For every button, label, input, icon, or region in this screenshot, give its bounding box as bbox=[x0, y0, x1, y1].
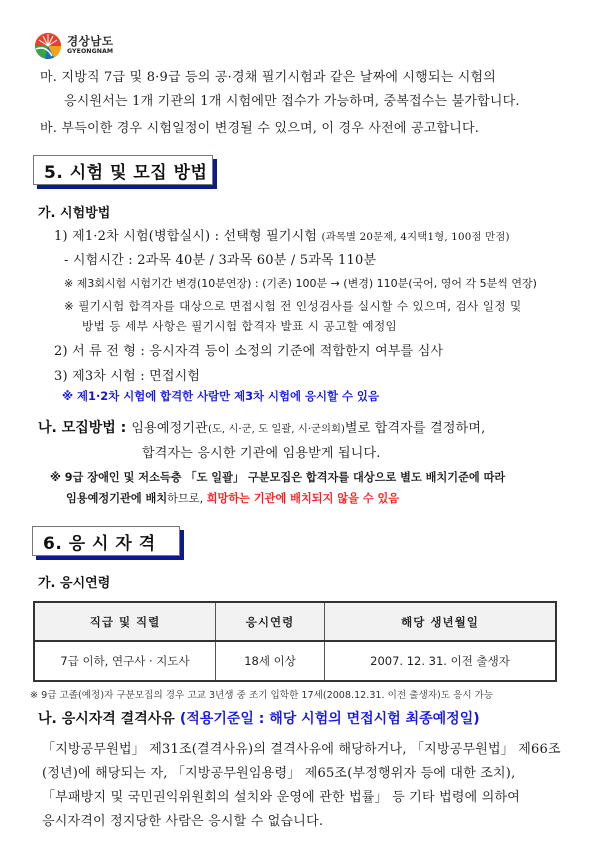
column-header-grade: 직급 및 직렬 bbox=[34, 602, 216, 641]
exam-method-heading: 가. 시험방법 bbox=[38, 206, 111, 221]
intro-item-ma bbox=[40, 66, 496, 85]
column-header-birthdate: 해당 생년월일 bbox=[325, 602, 557, 641]
exam-item-1 bbox=[54, 225, 510, 244]
cell-birthdate: 2007. 12. 31. 이전 출생자 bbox=[325, 641, 557, 681]
logo-english-text: GYEONGNAM bbox=[67, 48, 114, 55]
note-disabled-lowincome: ※ 9급 장애인 및 저소득층 「도 일괄」 구분모집은 합격자를 대상으로 별도 배치기준에 따라 bbox=[50, 471, 506, 484]
note-early-entry: ※ 9급 고졸(예정)자 구분모집의 경우 고교 3년생 중 조기 입학한 17세(2008.12.31. 이전 출생자)도 응시 가능 bbox=[30, 690, 494, 701]
disqualification-para-line4: 응시자격이 정지당한 사람은 응시할 수 없습니다. bbox=[42, 814, 324, 829]
column-header-age: 응시연령 bbox=[216, 602, 325, 641]
item-marker: 바. bbox=[40, 121, 58, 136]
section-6-title: 6. 응 시 자 격 bbox=[43, 533, 156, 554]
intro-item-ba bbox=[40, 117, 479, 136]
disqualification-para-line3: 「부패방지 및 국민권익위원회의 설치와 운영에 관한 법률」 등 기타 법령에 의하여 bbox=[42, 790, 520, 805]
age-heading: 가. 응시연령 bbox=[38, 576, 111, 591]
disqualification-heading: 나. 응시자격 결격사유 bbox=[38, 711, 175, 727]
note-personality-test-line2: 방법 등 세부 사항은 필기시험 합격자 발표 시 공고할 예정임 bbox=[82, 319, 398, 333]
exam-item-1-label: 1) 제1·2차 시험(병합실시) : 선택형 필기시험 bbox=[54, 229, 318, 244]
note-placement-warning: 희망하는 기관에 배치되지 않을 수 있음 bbox=[206, 492, 400, 505]
table-row bbox=[34, 641, 556, 681]
table-header-row bbox=[34, 602, 556, 641]
recruit-method-heading: 나. 모집방법 : bbox=[38, 420, 127, 436]
section-5-title: 5. 시험 및 모집 방법 bbox=[44, 162, 208, 183]
note-placement bbox=[66, 490, 399, 506]
recruit-text-a: 임용예정기관 bbox=[131, 421, 208, 436]
cell-age: 18세 이상 bbox=[216, 641, 325, 681]
note-placement-bold: 임용예정기관에 배치 bbox=[66, 492, 168, 505]
disqualification-heading-row bbox=[38, 708, 480, 728]
item-marker: 마. bbox=[40, 70, 58, 85]
note-stage3-eligibility: ※ 제1·2차 시험에 합격한 사람만 제3차 시험에 응시할 수 있음 bbox=[62, 389, 379, 403]
note-placement-normal: 하므로, bbox=[167, 492, 207, 505]
item-text-line1: 부득이한 경우 시험일정이 변경될 수 있으며, 이 경우 사전에 공고합니다. bbox=[61, 121, 480, 136]
intro-item-ma-line2: 응시원서는 1개 기관의 1개 시험에만 접수가 가능하며, 중복접수는 불가합니다. bbox=[64, 94, 520, 109]
recruit-text-line2: 합격자는 응시한 기관에 임용받게 됩니다. bbox=[142, 446, 381, 461]
exam-item-3: 3) 제3차 시험 : 면접시험 bbox=[54, 369, 201, 384]
disqualification-reference-date: (적용기준일 : 해당 시험의 면접시험 최종예정일) bbox=[179, 711, 480, 727]
note-personality-test: ※ 필기시험 합격자를 대상으로 면접시험 전 인성검사를 실시할 수 있으며, 검사 일정 및 bbox=[64, 299, 522, 313]
exam-item-1-detail: (과목별 20문제, 4지택1형, 100점 만점) bbox=[321, 231, 510, 243]
logo-korean-text: 경상남도 bbox=[67, 34, 114, 48]
note-time-change: ※ 제3회시험 시험기간 변경(10분연장) : (기존) 100분 → (변경) 110분(국어, 영어 각 5분씩 연장) bbox=[64, 277, 537, 290]
disqualification-para-line2: (정년)에 해당되는 자, 「지방공무원임용령」 제65조(부정행위자 등에 대한 조치), bbox=[42, 766, 516, 781]
age-requirement-table bbox=[33, 601, 557, 682]
cell-grade: 7급 이하, 연구사 · 지도사 bbox=[34, 641, 216, 681]
gyeongnam-emblem-icon bbox=[34, 32, 62, 60]
section-6-title-box bbox=[32, 526, 180, 556]
recruit-text-b: 별로 합격자를 결정하며, bbox=[344, 421, 486, 436]
exam-item-2: 2) 서 류 전 형 : 응시자격 등이 소정의 기준에 적합한지 여부를 심사 bbox=[54, 344, 444, 359]
recruit-method bbox=[38, 417, 486, 437]
section-5-title-box bbox=[33, 155, 213, 185]
gyeongnam-logo bbox=[34, 31, 130, 63]
recruit-text-small: (도, 시·군, 도 일괄, 시·군의회) bbox=[207, 423, 345, 435]
item-text-line1: 지방직 7급 및 8·9급 등의 공·경채 필기시험과 같은 날짜에 시행되는 시험의 bbox=[61, 70, 497, 85]
disqualification-para-line1: 「지방공무원법」 제31조(결격사유)의 결격사유에 해당하거나, 「지방공무원법」 제66조 bbox=[42, 742, 561, 757]
exam-time: - 시험시간 : 2과목 40분 / 3과목 60분 / 5과목 110분 bbox=[64, 253, 377, 268]
